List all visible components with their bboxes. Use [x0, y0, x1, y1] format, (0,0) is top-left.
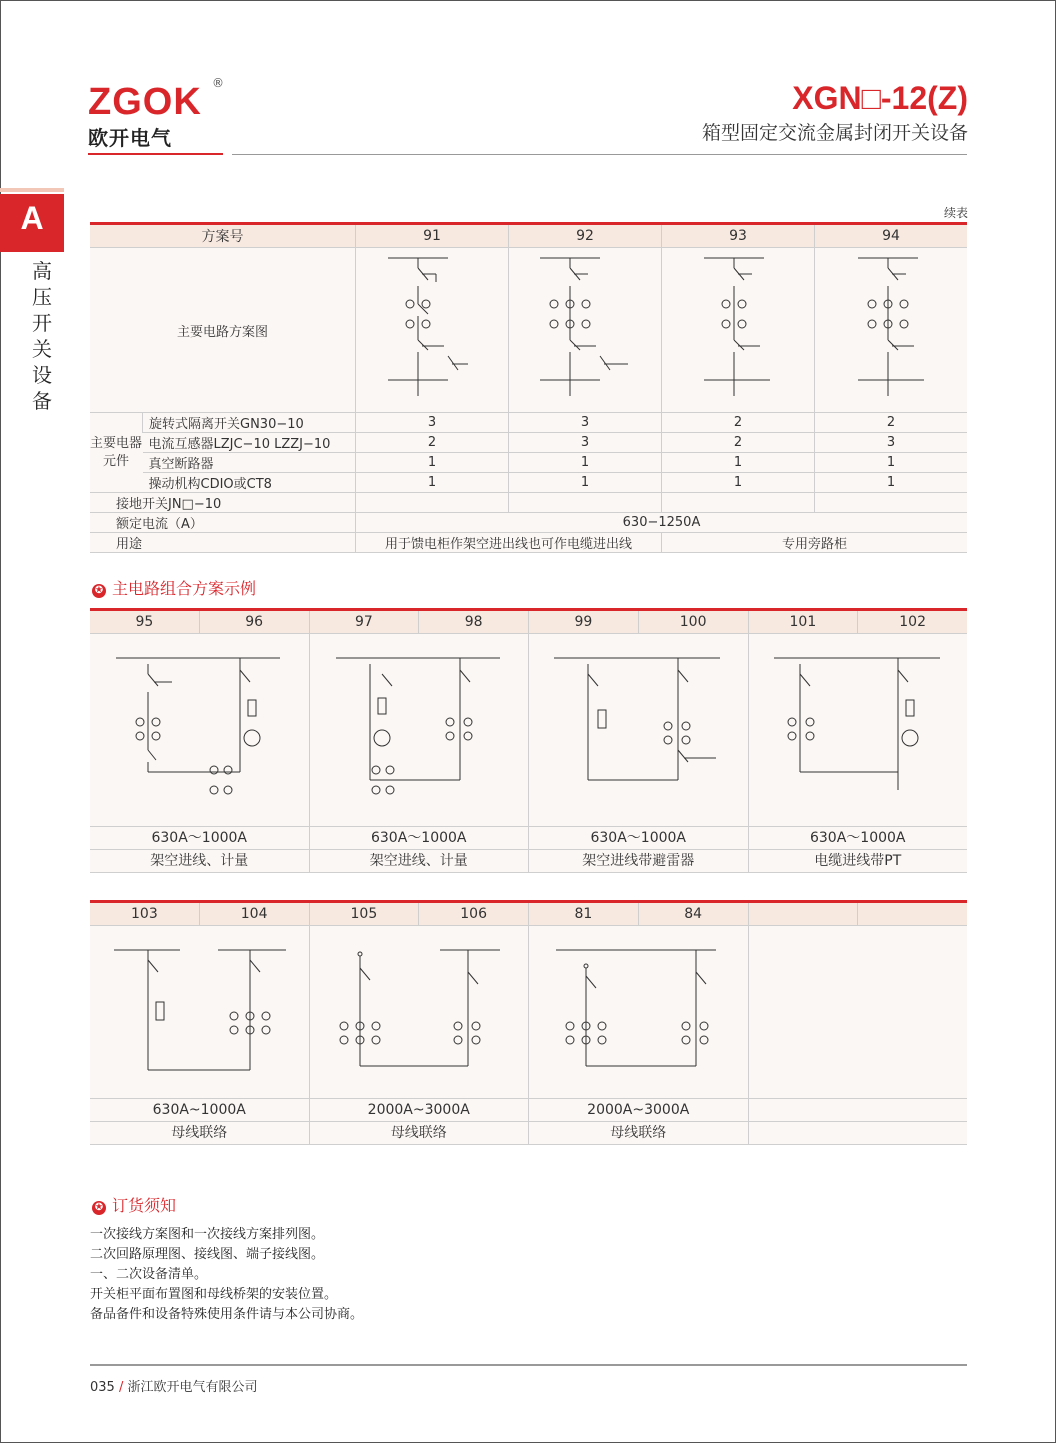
component-value: 1 — [662, 453, 815, 473]
model-number: XGN□-12(Z) — [792, 80, 968, 116]
component-value: 3 — [509, 433, 662, 453]
use-left: 用于馈电柜作架空进出线也可作电缆进出线 — [356, 533, 662, 553]
scheme-label: 方案号 — [90, 224, 356, 248]
scheme-91: 91 — [356, 224, 509, 248]
scheme-number: 99 — [528, 611, 638, 633]
combo-use: 电缆进线带PT — [748, 850, 968, 872]
brand-name: ZGOK — [88, 81, 202, 123]
component-value: 1 — [356, 473, 509, 493]
circuit-99-100 — [550, 650, 730, 800]
component-group-label: 主要电器元件 — [90, 413, 143, 493]
component-name: 电流互感器LZJC−10 LZZJ−10 — [143, 433, 356, 453]
star-icon: ✪ — [92, 584, 106, 598]
page-number: 035 — [90, 1380, 115, 1395]
circuit-95-96 — [110, 650, 290, 800]
component-value: 3 — [815, 433, 968, 453]
diagram-label: 主要电路方案图 — [90, 248, 356, 413]
scheme-number — [857, 903, 967, 925]
ordering-notes — [90, 1225, 363, 1325]
component-value: 1 — [815, 453, 968, 473]
logo-underline — [88, 153, 223, 155]
component-value: 2 — [662, 433, 815, 453]
component-value: 2 — [815, 413, 968, 433]
scheme-number: 84 — [638, 903, 748, 925]
combo-use: 母线联络 — [171, 1125, 228, 1141]
circuit-101-102 — [770, 650, 950, 800]
header-rule — [232, 154, 967, 155]
scheme-number: 104 — [199, 903, 309, 925]
section-tab: A — [0, 194, 64, 252]
component-value: 1 — [509, 473, 662, 493]
footer: 035 / 浙江欧开电气有限公司 — [90, 1380, 258, 1395]
component-value: 1 — [662, 473, 815, 493]
scheme-table — [90, 222, 967, 553]
component-value: 2 — [356, 433, 509, 453]
section-label: 高压开关设备 — [32, 259, 52, 413]
circuit-92 — [540, 252, 630, 400]
scheme-number: 103 — [131, 906, 158, 922]
combo-current: 630A～1000A — [309, 827, 529, 849]
scheme-number: 101 — [748, 611, 858, 633]
logo — [88, 76, 224, 151]
component-value: 3 — [356, 413, 509, 433]
scheme-number: 97 — [309, 611, 419, 633]
section-heading-combinations: ✪ 主电路组合方案示例 — [92, 576, 256, 599]
combo-current: 630A～1000A — [528, 827, 748, 849]
combo-current: 630A～1000A — [748, 827, 968, 849]
scheme-number: 102 — [857, 611, 967, 633]
component-value: 1 — [356, 453, 509, 473]
scheme-number: 98 — [418, 611, 528, 633]
company-name: 浙江欧开电气有限公司 — [127, 1380, 258, 1395]
scheme-93: 93 — [662, 224, 815, 248]
circuit-91 — [388, 252, 468, 400]
combo-current — [748, 1099, 968, 1121]
note-item: 二次回路原理图、接线图、端子接线图。 — [90, 1247, 325, 1262]
combo-use: 母线联络 — [309, 1122, 529, 1144]
component-value: 1 — [509, 453, 662, 473]
brand-cn: 欧开电气 — [88, 126, 172, 150]
combo-use — [748, 1122, 968, 1144]
combo-current: 2000A~3000A — [528, 1099, 748, 1121]
note-item: 备品备件和设备特殊使用条件请与本公司协商。 — [90, 1307, 364, 1322]
circuit-97-98 — [330, 650, 510, 800]
combo-use: 母线联络 — [528, 1122, 748, 1144]
combo-use: 架空进线、计量 — [150, 853, 249, 869]
note-item: 一次接线方案图和一次接线方案排列图。 — [90, 1227, 325, 1242]
circuit-103-104 — [110, 942, 290, 1074]
scheme-94: 94 — [815, 224, 968, 248]
rated-current-value: 630−1250A — [356, 513, 968, 533]
component-value: 3 — [509, 413, 662, 433]
combo-diagram — [748, 926, 968, 1098]
component-name: 操动机构CDIO或CT8 — [143, 473, 356, 493]
scheme-number: 96 — [199, 611, 309, 633]
scheme-number — [748, 903, 858, 925]
circuit-93 — [704, 252, 774, 400]
circuit-94 — [858, 252, 928, 400]
note-item: 一、二次设备清单。 — [90, 1267, 208, 1282]
combo-use: 架空进线、计量 — [309, 850, 529, 872]
circuit-105-106 — [330, 942, 510, 1074]
page-title — [702, 80, 968, 145]
component-name: 真空断路器 — [143, 453, 356, 473]
combo-current: 630A～1000A — [151, 830, 247, 846]
component-name: 旋转式隔离开关GN30−10 — [143, 413, 356, 433]
scheme-number: 100 — [638, 611, 748, 633]
section-tab-accent — [0, 188, 64, 192]
component-value: 2 — [662, 413, 815, 433]
component-value: 1 — [815, 473, 968, 493]
star-icon: ✪ — [92, 1201, 106, 1215]
combo-current: 2000A~3000A — [309, 1099, 529, 1121]
product-name: 箱型固定交流金属封闭开关设备 — [701, 122, 968, 144]
scheme-number: 105 — [309, 903, 419, 925]
combo-use: 架空进线带避雷器 — [528, 850, 748, 872]
scheme-number: 95 — [135, 614, 154, 630]
footer-rule — [90, 1364, 967, 1366]
use-label: 用途 — [90, 533, 356, 553]
combo-current: 630A~1000A — [152, 1102, 246, 1118]
rated-current-label: 额定电流（A） — [90, 513, 356, 533]
use-right: 专用旁路柜 — [662, 533, 968, 553]
registered-mark: ® — [212, 76, 224, 90]
scheme-92: 92 — [509, 224, 662, 248]
scheme-number: 106 — [418, 903, 528, 925]
circuit-81-84 — [550, 942, 730, 1074]
section-heading-ordering: ✪ 订货须知 — [92, 1193, 176, 1216]
note-item: 开关柜平面布置图和母线桥架的安装位置。 — [90, 1287, 338, 1302]
continued-note: 续表 — [943, 206, 968, 220]
earth-switch-label: 接地开关JN□−10 — [90, 493, 356, 513]
scheme-number: 81 — [528, 903, 638, 925]
